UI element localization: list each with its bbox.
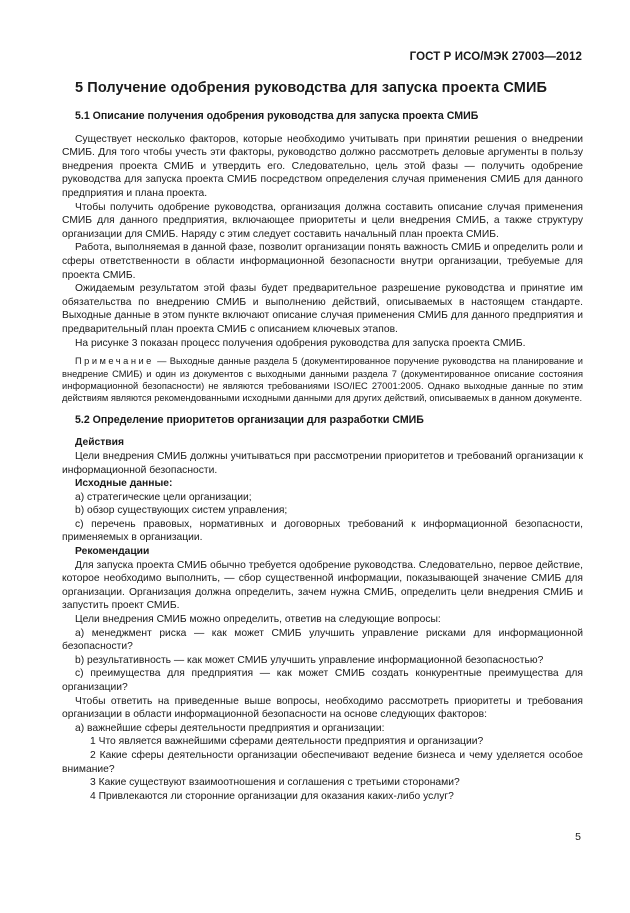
list-item: b) обзор существующих систем управления; — [75, 505, 288, 517]
paragraph: Работа, выполняемая в данной фазе, позволит организации понять важность СМИБ и определить роли и сферы ответственности в области информационной безопасности внутри организации, требуемые для проекта СМИБ. — [62, 242, 583, 281]
note — [62, 355, 583, 405]
goals-intro: Цели внедрения СМИБ можно определить, ответив на следующие вопросы: — [75, 614, 441, 626]
subsection-5-2-title: 5.2 Определение приоритетов организации для разработки СМИБ — [75, 413, 424, 426]
subsection-5-1-title: 5.1 Описание получения одобрения руководства для запуска проекта СМИБ — [75, 110, 479, 122]
note-text: — Выходные данные раздела 5 (документированное поручение руководства на планирование и внедрение СМИБ) и один из документов с выходными данными раздела 7 (документированное описание состояния информационной безопасности) не являются требованиями ISO/IEC 27001:2005. Однако выходные данные по этим действиям являются рекомендованными исходными данными для других действий, описываемых в данном документе. — [62, 356, 583, 404]
list-item: a) важнейшие сферы деятельности предприятия и организации: — [75, 722, 385, 734]
recommendations-text: Для запуска проекта СМИБ обычно требуется одобрение руководства. Следовательно, первое действие, которое необходимо выполнить, — сбор существенной информации, показывающей значение СМИБ для организации. Организация должна определить, зачем нужна СМИБ, определить цели внедрения СМИБ и запустить проект СМИБ. — [62, 559, 583, 612]
question-item: 2 Какие сферы деятельности организации обеспечивают ведение бизнеса и чему уделяется особое внимание? — [62, 749, 583, 775]
question-item: 4 Привлекаются ли сторонние организации для оказания каких-либо услуг? — [90, 790, 454, 802]
question-item: 1 Что является важнейшими сферами деятельности предприятия и организации? — [90, 736, 484, 748]
list-item: a) менеджмент риска — как может СМИБ улучшить управление рисками для информационной безопасности? — [62, 627, 583, 653]
inputs-heading: Исходные данные: — [75, 478, 173, 490]
list-item: a) стратегические цели организации; — [75, 491, 252, 503]
recommendations-heading: Рекомендации — [75, 546, 150, 558]
paragraph: На рисунке 3 показан процесс получения одобрения руководства для запуска проекта СМИБ. — [75, 337, 526, 349]
actions-heading: Действия — [75, 437, 124, 449]
factors-intro: Чтобы ответить на приведенные выше вопросы, необходимо рассмотреть приоритеты и требования организации в области информационной безопасности на основе следующих факторов: — [62, 695, 583, 721]
note-label: Примечание — [75, 356, 154, 367]
section-title: 5 Получение одобрения руководства для запуска проекта СМИБ — [75, 80, 547, 96]
paragraph: Существует несколько факторов, которые необходимо учитывать при принятии решения о внедрении СМИБ. Для того чтобы учесть эти факторы, руководство должно рассмотреть деловые аргументы в пользу внедрения проекта СМИБ и утвердить его. Следовательно, цель этой фазы — получить одобрение руководства для запуска проекта СМИБ посредством определения случая применения СМИБ для данного предприятия и плана проекта. — [62, 133, 583, 199]
list-item: b) результативность — как может СМИБ улучшить управление информационной безопасностью? — [75, 654, 544, 666]
list-item: c) преимущества для предприятия — как может СМИБ создать конкурентные преимущества для организации? — [62, 668, 583, 693]
actions-text: Цели внедрения СМИБ должны учитываться при рассмотрении приоритетов и требований организации к информационной безопасности. — [62, 450, 583, 476]
page-body — [62, 110, 583, 803]
page-number: 5 — [575, 831, 581, 843]
question-item: 3 Какие существуют взаимоотношения и соглашения с третьими сторонами? — [90, 777, 460, 789]
paragraph: Чтобы получить одобрение руководства, организация должна составить описание случая применения СМИБ для данного предприятия, включающее приоритеты и цели внедрения СМИБ, а также структуру организации для СМИБ. Наряду с этим следует составить начальный план проекта СМИБ. — [62, 201, 583, 240]
list-item: c) перечень правовых, нормативных и договорных требований к информационной безопасности, применяемых в организации. — [62, 518, 583, 544]
paragraph: Ожидаемым результатом этой фазы будет предварительное разрешение руководства и принятие им обязательства по внедрению СМИБ и выполнению действий, описываемых в настоящем стандарте. Выходные данные в этом пункте включают описание случая применения СМИБ для данного предприятия и предварительный план проекта СМИБ с описанием ключевых этапов. — [62, 283, 583, 335]
standard-header: ГОСТ Р ИСО/МЭК 27003—2012 — [409, 51, 582, 63]
